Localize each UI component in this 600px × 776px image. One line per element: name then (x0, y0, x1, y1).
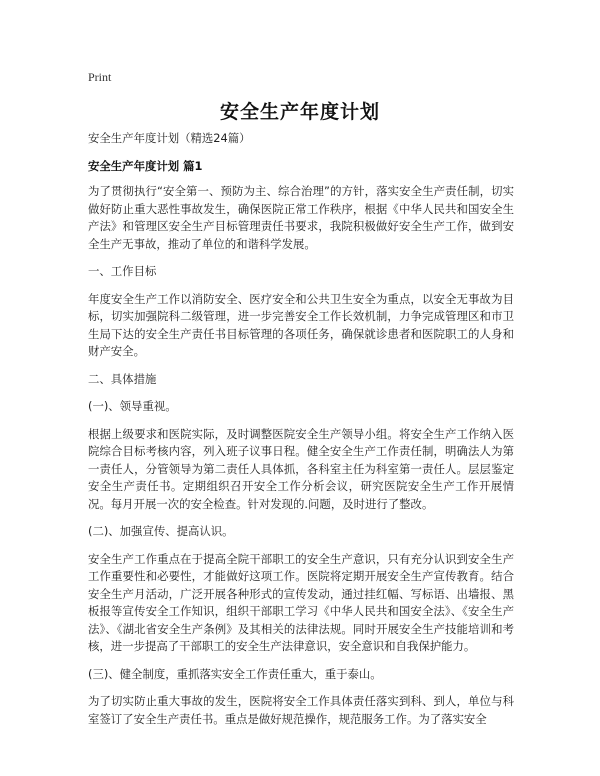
subsection-heading-system: (三)、健全制度，重抓落实安全工作责任重大，重于泰山。 (88, 666, 382, 681)
system-paragraph: 为了切实防止重大事故的发生，医院将安全工作具体责任落实到科、到人，单位与科室签订了安全生产责任书。重点是做好规范操作，规范服务工作。为了落实安全 (88, 694, 514, 726)
intro-paragraph: 为了贯彻执行“安全第一、预防为主、综合治理”的方针，落实安全生产责任制，切实做好防止重大恶性事故发生，确保医院正常工作秩序，根据《中华人民共和国安全生产法》和管理区安全生产目标管理责任书要求，我院积极做好安全生产工作，做到安全生产无事故，推动了单位的和谐科学发展。 (88, 184, 514, 251)
goals-paragraph: 年度安全生产工作以消防安全、医疗安全和公共卫生安全为重点，以安全无事故为目标，切实加强院科二级管理，进一步完善安全工作长效机制，力争完成管理区和市卫生局下达的安全生产责任书目标管理的各项任务，确保就诊患者和医院职工的人身和财产安全。 (88, 291, 514, 358)
leadership-paragraph: 根据上级要求和医院实际，及时调整医院安全生产领导小组。将安全生产工作纳入医院综合目标考核内容，列入班子议事日程。健全安全生产工作责任制，明确法人为第一责任人，分管领导为第二责任人具体抓，各科室主任为科室第一责任人。层层鉴定安全生产责任书。定期组织召开安全工作分析会议，研究医院安全生产工作开展情况。每月开展一次的安全检查。针对发现的.问题，及时进行了整改。 (88, 426, 514, 511)
page-title: 安全生产年度计划 (219, 101, 380, 123)
print-label: Print (88, 70, 112, 84)
document-subtitle: 安全生产年度计划（精选24篇） (88, 131, 251, 145)
article-heading: 安全生产年度计划 篇1 (88, 158, 203, 173)
subsection-heading-publicity: (二)、加强宣传、提高认识。 (88, 524, 234, 538)
document-body (88, 130, 514, 728)
subsection-heading-leadership: (一)、领导重视。 (88, 399, 177, 413)
publicity-paragraph: 安全生产工作重点在于提高全院干部职工的安全生产意识，只有充分认识到安全生产工作重要性和必要性，才能做好这项工作。医院将定期开展安全生产宣传教育。结合安全生产月活动，广泛开展各种形式的宣传发动，通过挂红幅、写标语、出墙报、黑板报等宣传安全工作知识，组织干部职工学习《中华人民共和国安全法》、《安全生产法》、《湖北省安全生产条例》及其相关的法律法规。同时开展安全生产技能培训和考核，进一步提高了干部职工的安全生产法律意识，安全意识和自我保护能力。 (88, 551, 514, 653)
section-heading-measures: 二、具体措施 (88, 371, 157, 386)
section-heading-goals: 一、工作目标 (88, 264, 157, 278)
